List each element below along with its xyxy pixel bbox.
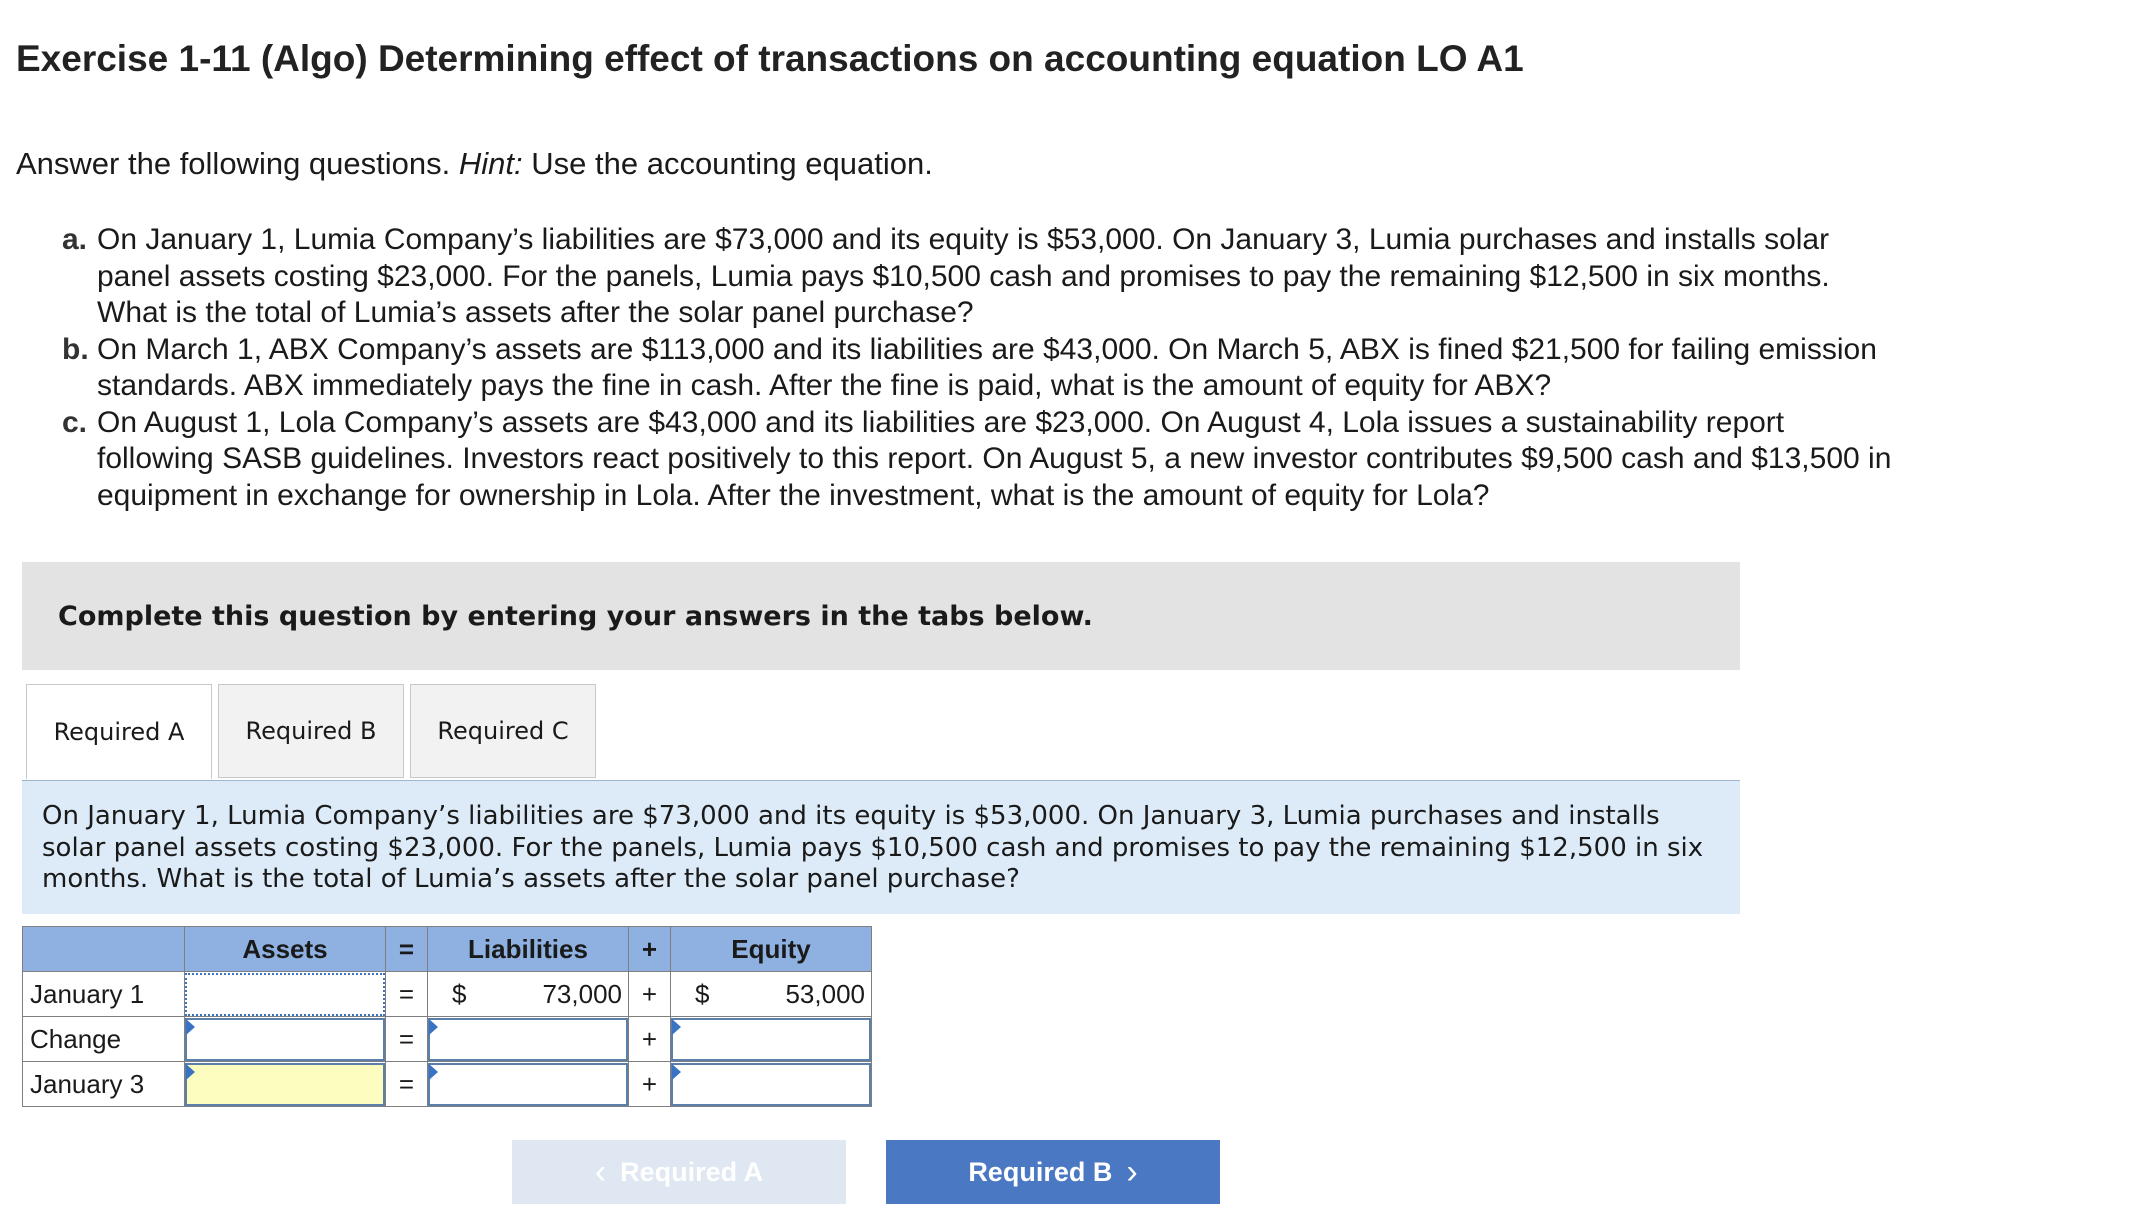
tab-required-c[interactable]: Required C (410, 684, 596, 778)
liabilities-january-3-input[interactable] (428, 1063, 628, 1106)
liabilities-cell (428, 972, 629, 1017)
liabilities-change-input[interactable] (428, 1018, 628, 1061)
page-title: Exercise 1-11 (Algo) Determining effect of transactions on accounting equation LO A1 (16, 38, 1524, 79)
assets-january-3-input[interactable] (185, 1063, 385, 1106)
header-equals: = (386, 927, 428, 972)
equals-sign: = (386, 972, 428, 1017)
question-marker: c. (62, 405, 88, 439)
intro-text (16, 146, 933, 182)
banner-text: Complete this question by entering your answers in the tabs below. (58, 600, 1093, 632)
assets-january-1-input[interactable] (185, 973, 385, 1016)
table-row-january-3 (23, 1062, 872, 1107)
chevron-right-icon: › (1126, 1153, 1138, 1191)
prev-button-label: Required A (620, 1156, 764, 1187)
dollar-sign: $ (695, 978, 710, 1009)
equity-cell (671, 1062, 872, 1107)
next-required-b-button[interactable] (886, 1140, 1220, 1204)
header-equity: Equity (671, 927, 872, 972)
intro-main: Answer the following questions. (16, 146, 451, 181)
prompt-text: On January 1, Lumia Company’s liabilities are $73,000 and its equity is $53,000. On January 3, Lumia purchases and installs solar panel assets costing $23,000. For the panels, Lumia pays $10,500 cash and promises to pay the remaining $12,500 in six months. What is the total of Lumia’s assets after the solar panel purchase? (42, 801, 1704, 894)
plus-sign: + (629, 1062, 671, 1107)
next-button-label: Required B (968, 1156, 1113, 1187)
equity-january-1-value: 53,000 (785, 978, 865, 1009)
equals-sign: = (386, 1017, 428, 1062)
tab-required-a[interactable]: Required A (26, 684, 212, 780)
plus-sign: + (629, 972, 671, 1017)
assets-cell (185, 1017, 386, 1062)
input-flag-icon (672, 1064, 681, 1080)
question-c (62, 405, 1902, 515)
intro-hint-text: Use the accounting equation. (531, 146, 933, 181)
input-flag-icon (429, 1064, 438, 1080)
input-flag-icon (186, 1064, 195, 1080)
equity-cell (671, 972, 872, 1017)
header-liabilities: Liabilities (428, 927, 629, 972)
question-marker: b. (62, 332, 89, 366)
assets-change-input[interactable] (185, 1018, 385, 1061)
question-marker: a. (62, 223, 88, 256)
plus-sign: + (629, 1017, 671, 1062)
instructions-banner (22, 562, 1740, 670)
tab-required-b[interactable]: Required B (218, 684, 404, 778)
input-flag-icon (672, 1019, 681, 1035)
header-assets: Assets (185, 927, 386, 972)
question-text: On August 1, Lola Company’s assets are $43,000 and its liabilities are $23,000. On August 4, Lola issues a sustainability report following SASB guidelines. Investors react positively to this report. On August 5, a new investor contributes $9,500 cash and $13,500 in equipment in exchange for ownership in Lola. After the investment, what is the amount of equity for Lola? (97, 405, 1892, 512)
row-label: January 1 (23, 972, 185, 1017)
equals-sign: = (386, 1062, 428, 1107)
table-header-row (23, 927, 872, 972)
question-list (62, 222, 1902, 514)
equity-january-3-input[interactable] (671, 1063, 871, 1106)
question-b (62, 332, 1902, 405)
liabilities-january-1-value: 73,000 (542, 978, 622, 1009)
question-a (62, 222, 1902, 332)
liabilities-cell (428, 1017, 629, 1062)
input-flag-icon (429, 1019, 438, 1035)
liabilities-cell (428, 1062, 629, 1107)
row-label: Change (23, 1017, 185, 1062)
question-text: On March 1, ABX Company’s assets are $113,000 and its liabilities are $43,000. On March 5, ABX is fined $21,500 for failing emission standards. ABX immediately pays the fine in cash. After the fine is paid, what is the amount of equity for ABX? (97, 332, 1877, 402)
equity-change-input[interactable] (671, 1018, 871, 1061)
header-blank (23, 927, 185, 972)
assets-cell (185, 1062, 386, 1107)
row-label: January 3 (23, 1062, 185, 1107)
prev-required-a-button[interactable] (512, 1140, 846, 1204)
header-plus: + (629, 927, 671, 972)
question-text: On January 1, Lumia Company’s liabilities are $73,000 and its equity is $53,000. On January 3, Lumia purchases and installs solar panel assets costing $23,000. For the panels, Lumia pays $10,500 cash and promises to pay the remaining $12,500 in six months. What is the total of Lumia’s assets after the solar panel purchase? (97, 223, 1830, 329)
intro-hint-label: Hint: (458, 146, 523, 181)
question-prompt (22, 781, 1740, 914)
equity-cell (671, 1017, 872, 1062)
table-row-january-1 (23, 972, 872, 1017)
chevron-left-icon: ‹ (594, 1153, 607, 1191)
dollar-sign: $ (452, 978, 467, 1009)
assets-cell (185, 972, 386, 1017)
input-flag-icon (186, 1019, 195, 1035)
table-row-change (23, 1017, 872, 1062)
accounting-equation-table (22, 926, 872, 1107)
